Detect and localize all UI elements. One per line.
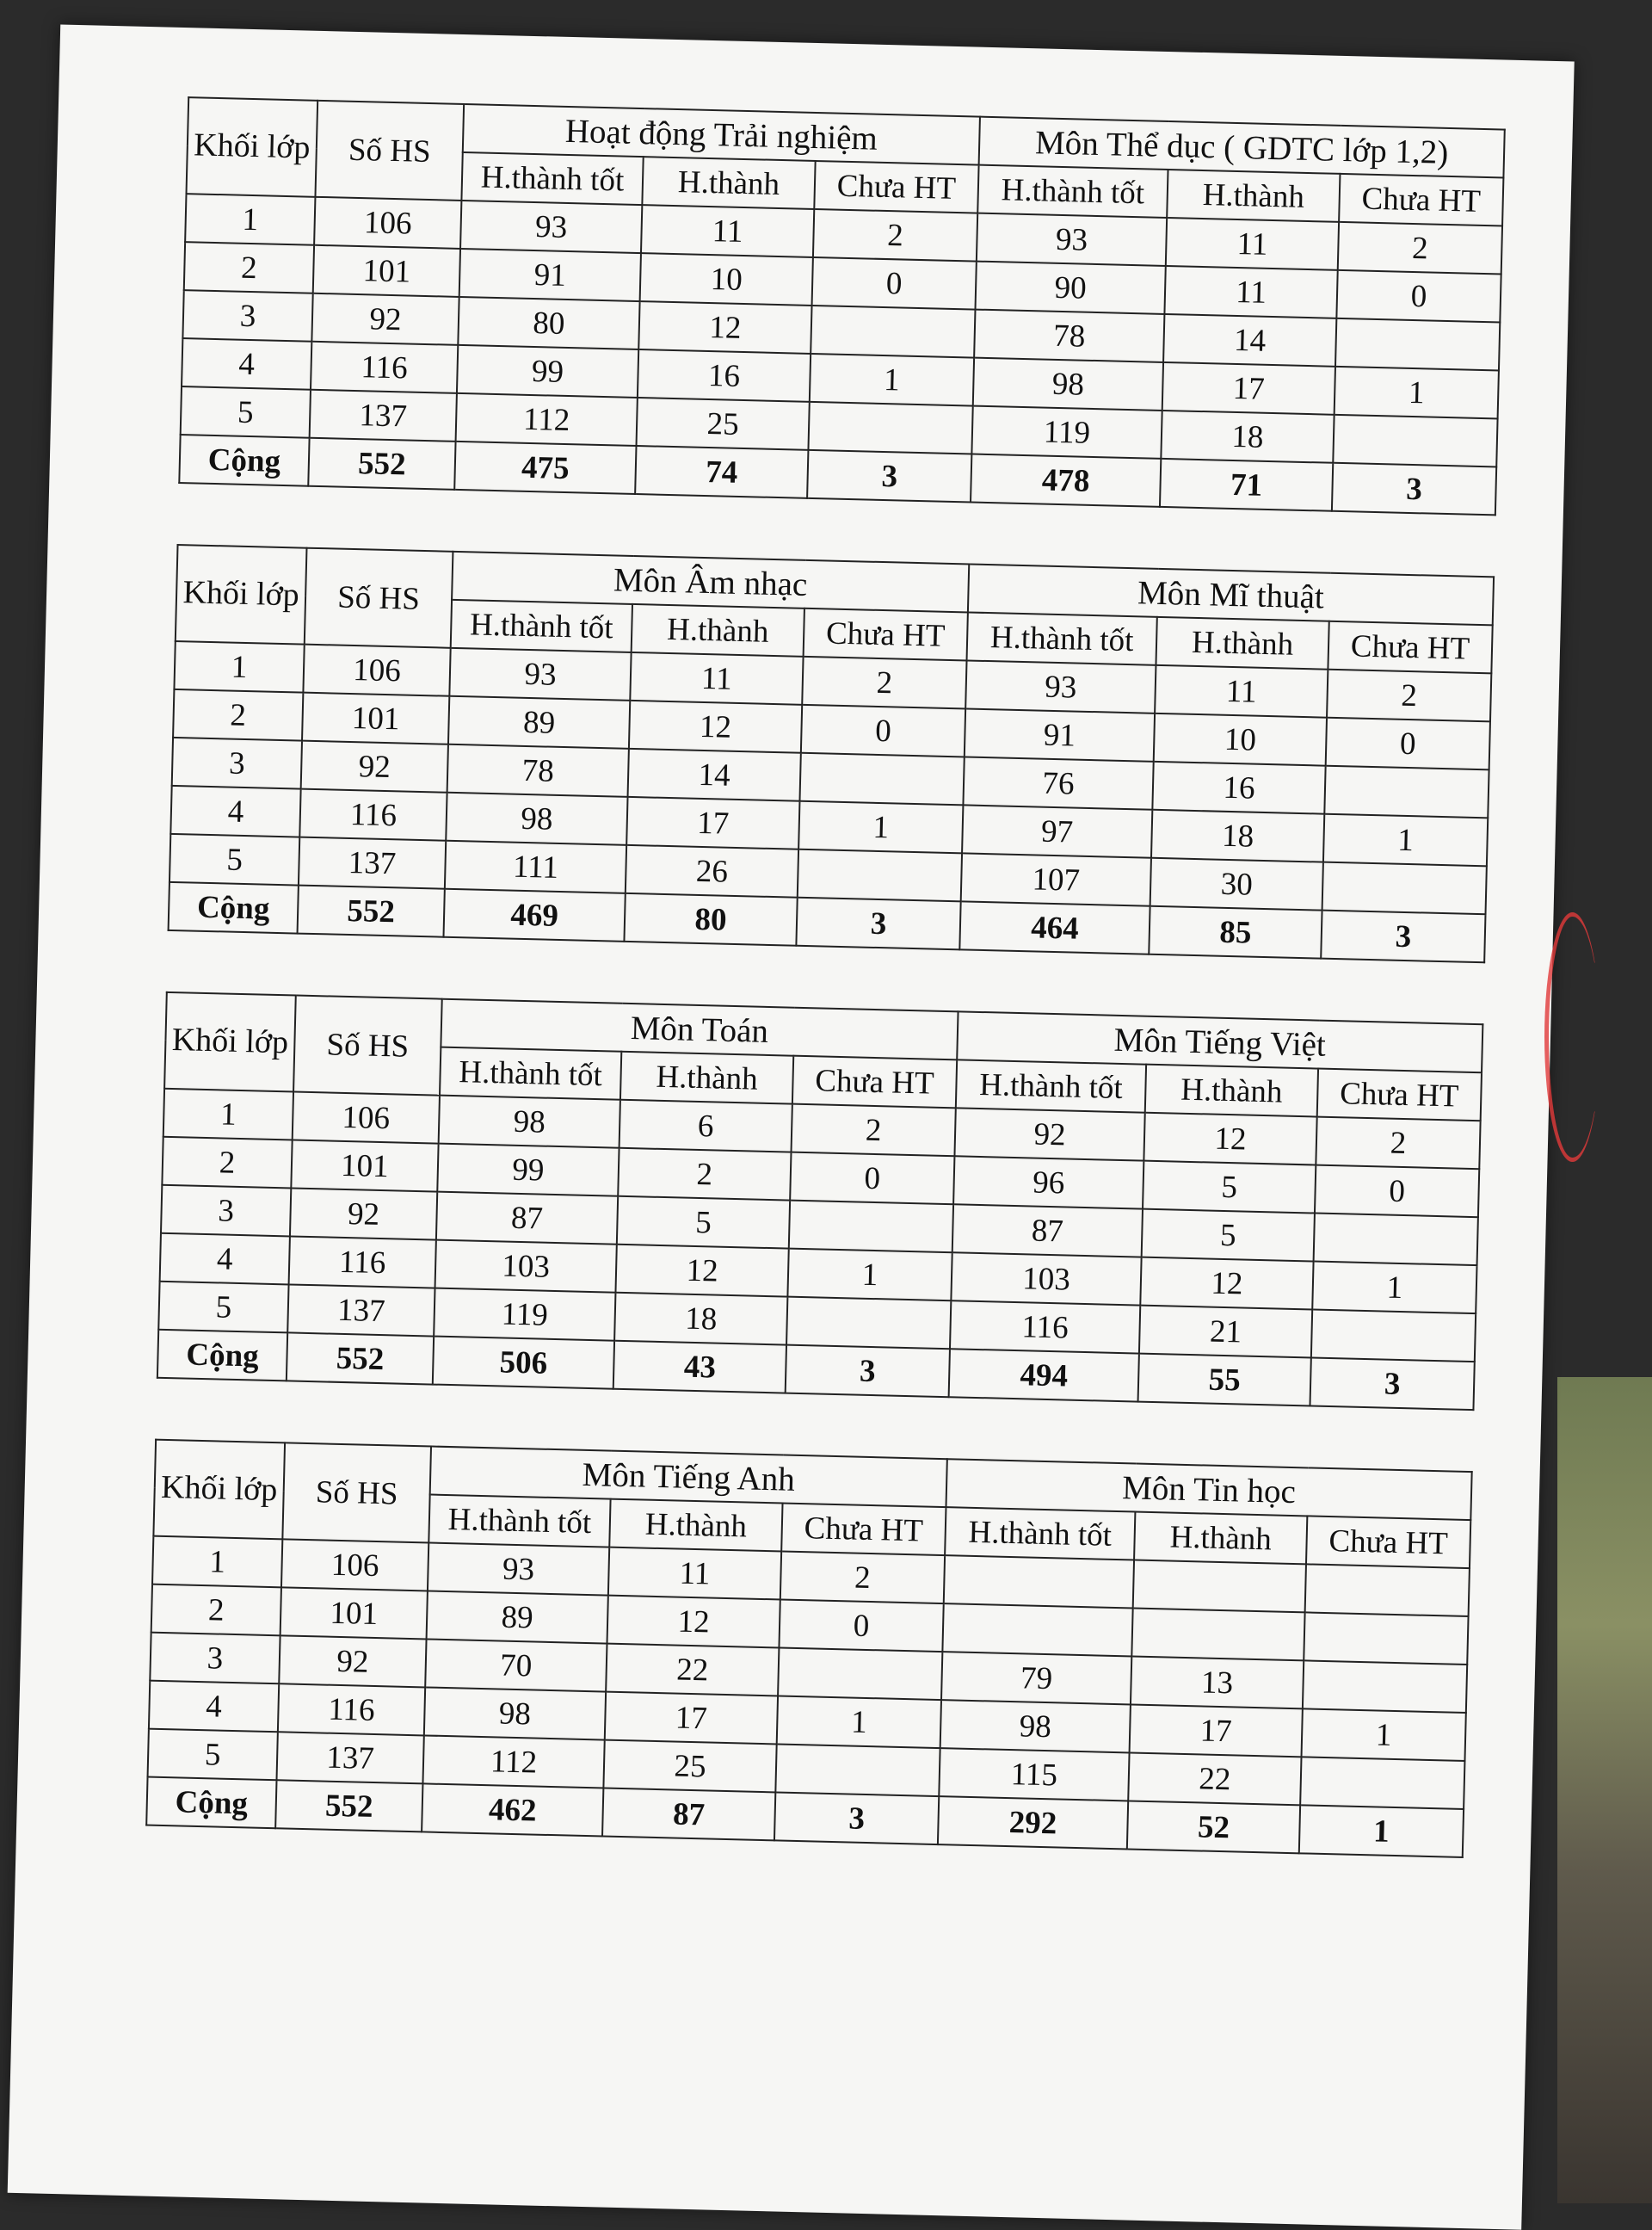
background-photo <box>1557 1377 1652 2203</box>
table-cell: 90 <box>975 262 1165 314</box>
table-cell: 13 <box>1131 1656 1304 1708</box>
header-ht-tot: H.thành tốt <box>461 152 643 205</box>
table-cell: 98 <box>446 793 627 845</box>
table-cell: 137 <box>310 390 457 442</box>
table-cell <box>1300 1757 1464 1809</box>
table-cell <box>1324 766 1489 818</box>
table-cell: 116 <box>278 1683 425 1735</box>
table-cell: 2 <box>792 1104 956 1157</box>
table-cell: 101 <box>291 1140 438 1191</box>
table-cell: 0 <box>790 1152 954 1205</box>
table-cell: 106 <box>314 197 461 249</box>
table-cell: 101 <box>302 693 449 744</box>
header-chua-ht: Chưa HT <box>781 1504 946 1556</box>
table-cell: 1 <box>1312 1262 1476 1314</box>
total-cell: 55 <box>1138 1354 1311 1406</box>
total-cell: 3 <box>1310 1357 1474 1410</box>
table-cell: 18 <box>1151 810 1324 862</box>
table-cell: 93 <box>449 648 631 701</box>
table-cell: 1 <box>1302 1708 1466 1761</box>
table-cell: 89 <box>427 1591 608 1643</box>
table-cell: 1 <box>152 1536 282 1588</box>
table-cell: 3 <box>172 738 302 789</box>
total-cell: 74 <box>635 446 808 498</box>
header-so-hs: Số HS <box>315 101 464 201</box>
table-cell: 101 <box>313 245 460 297</box>
table-cell: 2 <box>813 209 977 262</box>
header-chua-ht: Chưa HT <box>1328 621 1492 674</box>
table-cell: 17 <box>605 1692 778 1745</box>
table-cell: 4 <box>182 338 311 390</box>
table-cell: 93 <box>460 201 642 253</box>
table-cell: 30 <box>1150 858 1323 911</box>
header-ht: H.thành <box>1167 170 1340 222</box>
table-cell: 14 <box>1163 314 1336 367</box>
table-cell: 78 <box>447 744 629 797</box>
table-cell: 93 <box>965 660 1156 713</box>
table-cell: 98 <box>424 1687 606 1739</box>
table-cell: 92 <box>954 1108 1144 1160</box>
table-cell: 78 <box>974 310 1164 362</box>
table-cell: 4 <box>149 1681 279 1733</box>
header-ht-tot: H.thành tốt <box>977 165 1168 218</box>
table-cell <box>1314 1214 1478 1266</box>
header-left-subject: Môn Toán <box>441 999 958 1060</box>
table-cell: 1 <box>810 354 974 406</box>
table-cell: 5 <box>617 1196 790 1249</box>
table-cell: 2 <box>618 1148 791 1201</box>
table-cell: 17 <box>1162 362 1335 415</box>
total-cell: 478 <box>971 454 1161 507</box>
table-body <box>179 194 1502 515</box>
table-cell: 5 <box>181 386 311 438</box>
table-cell: 1 <box>1323 814 1488 867</box>
header-ht-tot: H.thành tốt <box>451 600 632 652</box>
table-cell <box>808 402 972 454</box>
table-cell: 2 <box>1338 222 1502 275</box>
total-cell: 552 <box>287 1332 434 1384</box>
header-chua-ht: Chưa HT <box>1306 1516 1470 1568</box>
table-cell <box>786 1297 951 1350</box>
header-ht-tot: H.thành tốt <box>956 1059 1146 1112</box>
table-cell: 80 <box>458 297 639 349</box>
header-khoi-lop: Khối lớp <box>164 992 296 1092</box>
table-cell: 1 <box>787 1249 952 1301</box>
total-cell: 71 <box>1160 459 1333 511</box>
table-cell: 11 <box>1164 266 1337 318</box>
table-cell: 1 <box>777 1696 941 1748</box>
table-cell <box>1335 318 1500 371</box>
header-ht-tot: H.thành tốt <box>440 1047 621 1100</box>
header-right-subject: Môn Thể dục ( GDTC lớp 1,2) <box>979 117 1505 178</box>
total-label: Cộng <box>169 882 299 934</box>
header-ht: H.thành <box>1134 1512 1307 1565</box>
total-cell: 506 <box>433 1337 614 1389</box>
total-cell: 462 <box>422 1783 603 1836</box>
table-cell: 101 <box>280 1587 428 1639</box>
table-cell: 0 <box>1315 1165 1479 1218</box>
table-cell <box>1303 1660 1467 1713</box>
table-cell: 12 <box>615 1245 788 1297</box>
header-chua-ht: Chưa HT <box>792 1056 957 1109</box>
table-cell: 11 <box>641 205 814 257</box>
table-cell <box>1311 1309 1476 1362</box>
table-cell: 1 <box>1335 367 1499 419</box>
table-cell: 1 <box>185 194 315 245</box>
table-cell: 91 <box>459 249 641 301</box>
table-cell: 5 <box>158 1282 288 1333</box>
table-cell: 0 <box>812 257 977 310</box>
total-cell: 3 <box>807 450 971 503</box>
total-label: Cộng <box>157 1330 287 1381</box>
table-cell: 25 <box>637 398 810 450</box>
header-so-hs: Số HS <box>305 548 453 648</box>
table-cell: 103 <box>951 1252 1141 1305</box>
table-cell: 92 <box>311 293 459 345</box>
table-cell: 21 <box>1139 1306 1312 1358</box>
table-cell: 2 <box>173 689 303 741</box>
table-cell: 119 <box>971 406 1162 459</box>
total-cell: 52 <box>1127 1801 1300 1853</box>
table-cell: 106 <box>293 1091 440 1143</box>
table-cell <box>1333 415 1497 467</box>
table-cell: 22 <box>1128 1752 1301 1805</box>
total-cell: 552 <box>308 438 455 490</box>
header-left-subject: Hoạt động Trải nghiệm <box>463 104 980 165</box>
table <box>168 544 1495 963</box>
table-cell: 3 <box>150 1633 280 1684</box>
table-body <box>157 1089 1481 1410</box>
table-cell: 107 <box>961 853 1151 905</box>
table-cell: 18 <box>1161 411 1334 463</box>
table-cell: 93 <box>428 1542 609 1595</box>
table-cell: 5 <box>148 1729 278 1781</box>
total-label: Cộng <box>146 1777 276 1829</box>
header-khoi-lop: Khối lớp <box>187 97 318 197</box>
results-table-2 <box>168 544 1494 963</box>
table-cell: 89 <box>448 696 630 749</box>
table-cell: 0 <box>1336 270 1501 323</box>
paper-sheet <box>8 24 1575 2229</box>
red-stamp <box>1544 912 1600 1162</box>
total-cell: 80 <box>624 893 797 946</box>
table-cell: 1 <box>163 1089 293 1140</box>
table-cell: 2 <box>151 1584 281 1636</box>
header-ht: H.thành <box>620 1052 793 1104</box>
table-cell: 76 <box>963 757 1153 809</box>
header-right-subject: Môn Tin học <box>946 1459 1471 1520</box>
total-cell: 1 <box>1299 1805 1464 1857</box>
header-khoi-lop: Khối lớp <box>153 1440 285 1540</box>
header-left-subject: Môn Tiếng Anh <box>430 1447 947 1508</box>
table-cell: 16 <box>638 349 811 402</box>
header-left-subject: Môn Âm nhạc <box>452 552 969 613</box>
table <box>157 991 1484 1411</box>
table-cell: 0 <box>779 1599 943 1652</box>
table-cell: 112 <box>422 1735 604 1788</box>
table-cell <box>1131 1609 1304 1661</box>
table-cell: 11 <box>1166 218 1339 270</box>
total-cell: 3 <box>1321 911 1485 963</box>
total-cell: 3 <box>1332 463 1496 516</box>
results-table-4 <box>145 1439 1471 1858</box>
table-cell <box>942 1603 1132 1656</box>
table-cell: 137 <box>287 1284 435 1336</box>
table-cell: 5 <box>1142 1209 1315 1262</box>
header-chua-ht: Chưa HT <box>814 161 978 213</box>
table-cell: 98 <box>940 1700 1131 1752</box>
header-ht: H.thành <box>632 604 804 657</box>
table-cell: 137 <box>299 837 446 889</box>
table-cell: 14 <box>628 749 801 801</box>
table-cell: 17 <box>1130 1704 1303 1757</box>
table-cell: 99 <box>437 1144 619 1196</box>
table-cell: 12 <box>607 1596 780 1648</box>
table-cell: 137 <box>277 1732 424 1783</box>
table-cell: 116 <box>950 1300 1140 1353</box>
table-cell: 17 <box>626 797 799 849</box>
total-cell: 464 <box>959 901 1150 954</box>
table-cell: 26 <box>626 845 798 898</box>
header-ht: H.thành <box>642 157 815 209</box>
table-cell: 116 <box>311 342 458 393</box>
total-cell: 494 <box>949 1349 1139 1401</box>
table-cell: 92 <box>279 1635 426 1687</box>
table-cell: 119 <box>434 1288 615 1341</box>
table-cell <box>1322 862 1487 915</box>
total-cell: 552 <box>275 1780 422 1832</box>
table-cell: 3 <box>161 1185 291 1237</box>
table-cell: 1 <box>174 641 304 693</box>
header-ht: H.thành <box>1156 617 1328 670</box>
table-cell: 116 <box>299 789 447 841</box>
total-label: Cộng <box>179 435 309 486</box>
table-cell: 0 <box>1326 718 1490 770</box>
table-cell <box>778 1647 942 1700</box>
total-cell: 552 <box>298 886 445 937</box>
table-cell: 12 <box>629 701 802 753</box>
table-cell: 98 <box>439 1096 620 1148</box>
header-ht-tot: H.thành tốt <box>967 612 1157 664</box>
total-cell: 292 <box>938 1796 1128 1849</box>
table-cell: 103 <box>435 1240 617 1293</box>
table-cell: 12 <box>1143 1113 1316 1165</box>
table-cell: 98 <box>973 358 1163 411</box>
table-cell: 10 <box>640 253 813 306</box>
table-cell <box>944 1555 1134 1608</box>
total-cell: 85 <box>1149 906 1322 959</box>
table-cell: 0 <box>801 705 965 757</box>
table-cell: 96 <box>953 1156 1143 1208</box>
table-cell: 11 <box>630 652 803 705</box>
table-cell <box>1304 1612 1468 1665</box>
total-cell: 469 <box>443 889 625 942</box>
table-cell: 99 <box>457 345 638 398</box>
table-cell: 6 <box>620 1100 792 1152</box>
header-so-hs: Số HS <box>293 996 442 1096</box>
table-cell: 70 <box>425 1639 607 1691</box>
table <box>178 96 1506 516</box>
table-cell: 18 <box>614 1293 787 1345</box>
table-cell: 2 <box>162 1137 292 1189</box>
table-body <box>146 1536 1470 1857</box>
header-ht: H.thành <box>1145 1065 1318 1117</box>
table-cell: 106 <box>303 645 450 696</box>
table-cell <box>1133 1560 1306 1613</box>
table-cell: 16 <box>1152 762 1325 814</box>
table-cell: 2 <box>184 242 314 293</box>
table-cell: 2 <box>1327 670 1491 722</box>
table-cell: 92 <box>301 741 448 793</box>
table-cell: 11 <box>608 1547 781 1600</box>
header-ht: H.thành <box>609 1499 782 1552</box>
table-cell: 93 <box>977 213 1167 266</box>
header-right-subject: Môn Mĩ thuật <box>968 564 1494 625</box>
table-cell: 2 <box>780 1552 945 1604</box>
table-cell: 5 <box>170 834 299 886</box>
header-ht-tot: H.thành tốt <box>945 1507 1135 1560</box>
table-cell: 4 <box>160 1233 290 1285</box>
table-cell <box>775 1744 940 1796</box>
header-right-subject: Môn Tiếng Việt <box>957 1011 1482 1072</box>
table-cell: 112 <box>456 393 638 446</box>
table <box>145 1439 1473 1858</box>
table-cell: 2 <box>1316 1117 1480 1170</box>
total-cell: 87 <box>602 1788 775 1841</box>
header-so-hs: Số HS <box>282 1442 431 1542</box>
results-table-3 <box>157 991 1482 1411</box>
table-cell: 12 <box>1140 1257 1313 1310</box>
header-chua-ht: Chưa HT <box>804 608 968 661</box>
table-cell: 106 <box>281 1539 428 1591</box>
table-cell <box>1305 1564 1470 1616</box>
table-cell: 111 <box>445 841 626 893</box>
table-cell: 87 <box>952 1204 1143 1257</box>
total-cell: 3 <box>774 1792 939 1844</box>
table-cell: 4 <box>170 786 300 837</box>
table-cell <box>789 1201 953 1253</box>
table-cell <box>798 849 962 902</box>
table-cell: 10 <box>1154 713 1327 766</box>
table-cell: 115 <box>939 1748 1129 1801</box>
table-cell: 3 <box>182 290 312 342</box>
header-ht-tot: H.thành tốt <box>428 1495 610 1547</box>
results-table-1 <box>178 96 1504 516</box>
table-cell <box>811 306 975 358</box>
table-cell: 5 <box>1143 1161 1316 1214</box>
table-cell: 12 <box>638 301 811 354</box>
table-cell: 87 <box>436 1192 618 1245</box>
table-cell: 79 <box>941 1652 1131 1704</box>
total-cell: 43 <box>613 1341 786 1393</box>
table-cell: 25 <box>603 1740 776 1793</box>
table-cell: 92 <box>290 1188 437 1239</box>
table-cell: 1 <box>798 801 963 854</box>
table-cell: 2 <box>802 657 966 709</box>
table-cell: 11 <box>1155 665 1328 718</box>
table-cell: 22 <box>606 1644 779 1696</box>
header-khoi-lop: Khối lớp <box>176 545 307 645</box>
header-chua-ht: Chưa HT <box>1317 1069 1482 1121</box>
table-cell: 116 <box>289 1236 436 1288</box>
total-cell: 475 <box>454 442 636 494</box>
table-cell: 97 <box>962 805 1152 857</box>
total-cell: 3 <box>786 1345 950 1398</box>
total-cell: 3 <box>796 898 960 950</box>
table-cell: 91 <box>965 708 1155 761</box>
table-body <box>169 641 1492 962</box>
table-cell <box>799 753 964 806</box>
header-chua-ht: Chưa HT <box>1339 174 1503 226</box>
